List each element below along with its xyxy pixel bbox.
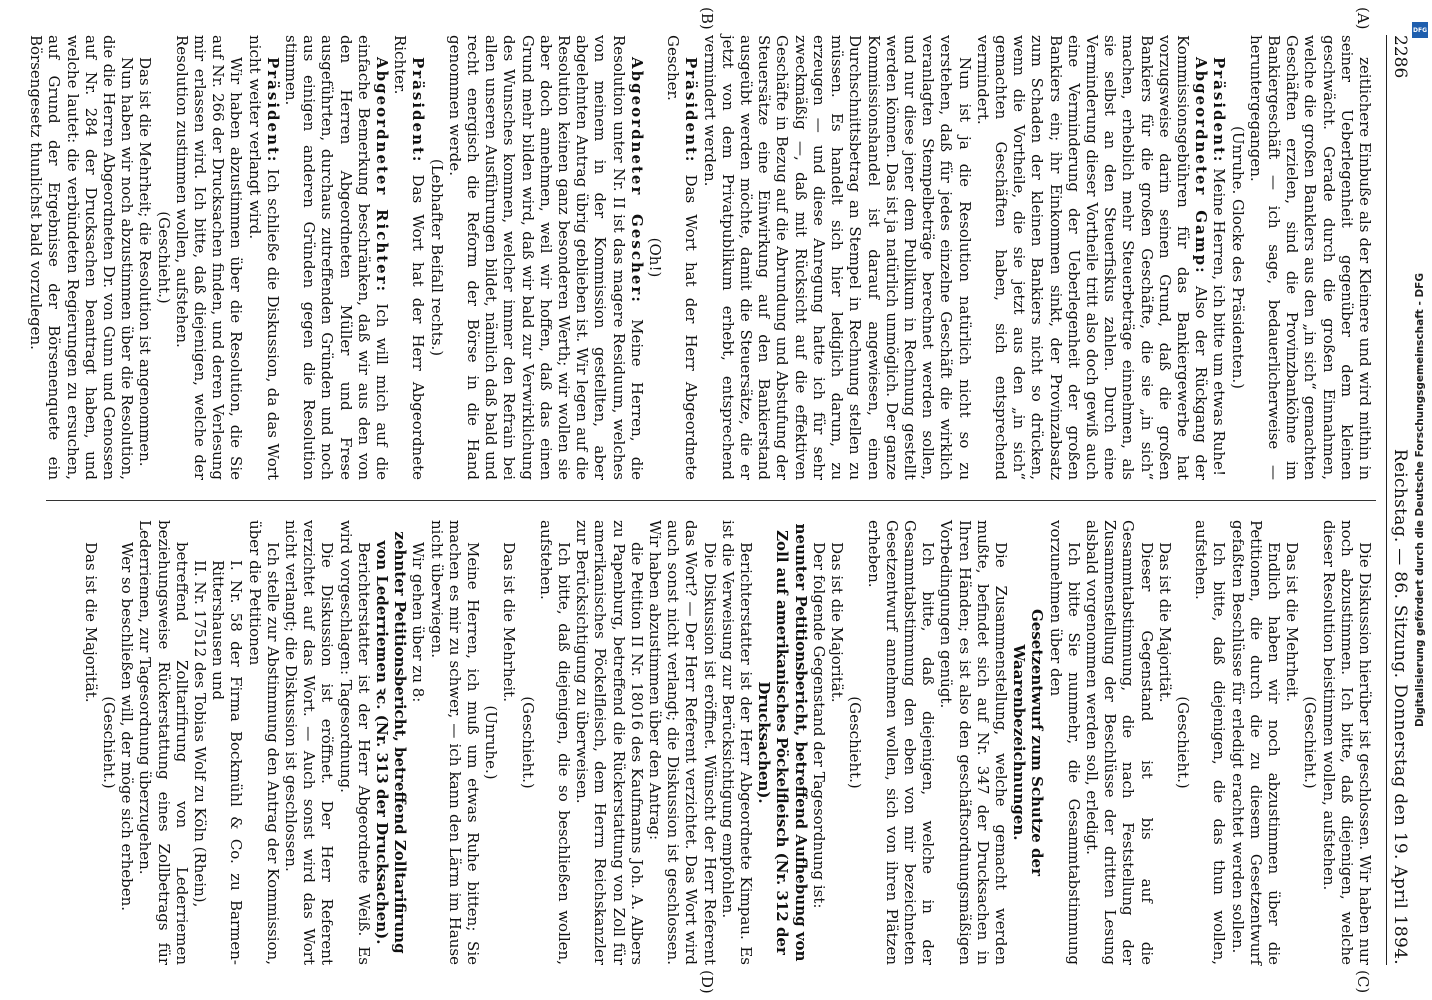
margin-mark-c: (C) (1354, 970, 1372, 994)
paragraph-text: Das Wort hat der Herr Abgeordnete Gescher. (664, 35, 701, 480)
paragraph (1083, 520, 1156, 965)
paragraph-text: Also der Rückgang der Kommissionsgebühren für das Bankiergewerbe hat vorzugsweise darin seinen Grund, daß die großen Bankiers für die großen Geschäfte, die sie „in sich“ machen, erheblich mehr Steuerbeträge einnehmen, als sie selbst an den Steuerfiskus zahlen. Durch eine Verminderung dieser Vortheile tritt also doch gewiß auch eine Verminderung der Ueberlegenheit der großen Bankiers ein; ihr Einkommen sinkt, der Provinzabsatz zum Schaden der kleinen Bankiers nicht so drücken, wenn die Vortheile, die sie jetzt aus den „in sich“ gemachten Geschäften haben, sich entsprechend vermindert. (973, 35, 1211, 480)
left-text-column (27, 35, 1374, 480)
paragraph (1247, 35, 1374, 480)
paragraph (409, 520, 427, 965)
paragraph-text: Wer so beschließen will, der möge sich erheben. (118, 542, 137, 912)
paragraph-text: Das ist die Mehrheit; die Resolution ist angenommen. (136, 57, 155, 467)
paragraph (810, 520, 828, 965)
paragraph-text: Ich bitte, daß diejenigen, die so beschließen wollen, aufstehen. (536, 520, 574, 965)
paragraph-text: II. Nr. 17512 des Tobias Wolf zu Köln (Rhein), (191, 560, 209, 908)
paragraph-text: Die Diskussion ist eröffnet. Wünscht der Herr Referent das Wort? — Der Herr Referent verzichtet. Das Wort wird auch sonst nicht verlangt; die Diskussion ist geschlossen. Wir haben abzustimmen über den Antrag: (646, 520, 719, 965)
paragraph (245, 520, 281, 965)
speaker-label: Abgeordneter Richter: (373, 57, 392, 294)
paragraph-text: Das ist die Mehrheit. (1283, 542, 1302, 702)
paragraph (336, 520, 372, 965)
paragraph-text: Das ist die Mehrheit. (500, 542, 519, 702)
speaker-label: Abgeordneter Gescher: (627, 57, 646, 304)
paragraph-text: Meine Herren, ich muß um etwas Ruhe bitten; Sie machen es mir zu schwer, — ich kann den Lärm im Hause nicht überwiegen. (427, 520, 483, 965)
paragraph (427, 520, 482, 965)
paragraph-text: Meine Herren, ich bitte um etwas Ruhe! (1210, 163, 1229, 476)
speaker-label: Präsident: (682, 57, 701, 164)
paragraph (828, 520, 846, 965)
paragraph (755, 520, 810, 965)
running-title: Reichstag. — 86. Sitzung. Donnerstag den 19. April 1894. (1390, 448, 1411, 965)
paragraph-text: Die Diskussion hierüber ist geschlossen. Wir haben nur noch abzustimmen. Ich bitte, daß diejenigen, welche dieser Resolution beistimmen wollen, aufstehen. (1319, 520, 1374, 965)
speaker-label: Präsident: (263, 57, 282, 164)
paragraph (282, 520, 337, 965)
digitization-footer (1412, 20, 1428, 980)
paragraph-text: I. Nr. 58 der Firma Bockmühl & Co. zu Barmen-Rittershausen und (209, 560, 246, 965)
paragraph-text: Ich stelle zur Abstimmung den Antrag der Kommission, über die Petitionen (245, 520, 282, 965)
paragraph-text: Berichterstatter ist der Herr Abgeordnete Weiß. Es wird vorgeschlagen: Tagesordnung. (336, 520, 373, 965)
paragraph (664, 35, 700, 480)
paragraph-text: Dieser Gegenstand ist bis auf die Gesammtabstimmung, die nach Feststellung der Zusammenstellung der Beschlüsse der dritten Lesung alsbald vorgenommen werden soll, erledigt. (1082, 520, 1156, 965)
paragraph-text: (Geschieht.) (1173, 696, 1192, 789)
paragraph-text: Nun ist ja die Resolution natürlich nicht so zu verstehen, daß für jedes einzelne Geschäft die wirklich veranlagten Stempelbeträge berechnet werden sollen, und nur diese jener dem Publikum in Rechnung gestellt werden können. Das ist ja natürlich unmöglich. Der ganze Kommissionshandel ist darauf angewiesen, einen Durchschnittsbetrag an Stempel in Rechnung stellen zu müssen. Es handelt sich hier lediglich darum, zu erzeugen — und diese Anregung hatte ich für sehr zweckmäßig —, daß mit Rücksicht auf die effektiven Geschäfte in Bezug auf die Abrundung und Abstufung der Steuersätze eine Einwirkung auf den Bankierstand ausgeübt werden möchte, damit die Steuersätze, die er jetzt von dem Privatpublikum erhebt, entsprechend vermindert werden. (700, 35, 974, 480)
paragraph (1192, 520, 1228, 965)
paragraph-text: Berichterstatter ist der Herr Abgeordnete Kimpau. Es ist die Verweisung zur Berücksichtigung empfohlen. (718, 520, 756, 965)
margin-mark-d: (D) (698, 970, 716, 994)
paragraph (1156, 520, 1174, 965)
paragraph (173, 35, 246, 480)
paragraph-text: (Geschieht.) (154, 211, 173, 304)
paragraph (446, 35, 646, 480)
paragraph-text: betreffend Zolltarifirung von Lederriemen beziehungsweise Rückerstattung eines Zollbetrags für Lederriemen, zur Tagesordnung überzugehen. (136, 520, 191, 965)
paragraph-text: Ich bitte, daß diejenigen, welche in der Gesammtabstimmung den eben von mir bezeichneten Gesetzentwurf annehmen wollen, sich von ihren Plätzen erheben. (864, 520, 938, 965)
paragraph (482, 520, 500, 965)
paragraph (118, 520, 136, 965)
paragraph (864, 520, 937, 965)
paragraph-text: (Unruhe.) (482, 705, 501, 780)
paragraph (391, 35, 427, 480)
paragraph-text: (Lebhafter Beifall rechts.) (427, 158, 446, 357)
paragraph (1228, 35, 1246, 480)
paragraph-text: (Geschieht.) (99, 696, 118, 789)
margin-mark-b: (B) (698, 7, 716, 30)
speaker-label: Abgeordneter Gamp: (1192, 57, 1211, 275)
paragraph (1228, 520, 1283, 965)
digitization-note: Digitalisierung gefördert durch die Deutsche Forschungsgemeinschaft - DFG (1414, 273, 1426, 727)
paragraph-text: Meine Herren, die Resolution unter Nr. II ist das magere Residuum, welches von meinem in der Kommission gestellten, aber abgelehnten Antrag übrig geblieben ist. Wir legen auf die Resolution keinen ganz besonderen Werth; wir wollen sie aber doch annehmen, weil wir hoffen, daß das einen Grund mehr bilden wird, daß wir bald zur Verwirklichung des Wunsches kommen, welcher immer den Refrain bei allen unseren Ausführungen bildet, nämlich daß bald und recht energisch die Reform der Börse in die Hand genommen werde. (445, 35, 646, 480)
paragraph-text: Gesetzentwurf zum Schutze der Waarenbezeichnungen. (1010, 608, 1047, 876)
right-text-column (34, 520, 1374, 965)
paragraph-text: Ich schließe die Diskussion, da das Wort nicht weiter verlangt wird. (245, 35, 282, 480)
paragraph-text: Die Zusammenstellung, welche gemacht werden mußte, befindet sich auf Nr. 347 der Drucksachen in Ihren Händen; es ist also den geschäftsordnungsmäßigen Vorbedingungen genügt. (937, 520, 1010, 965)
paragraph (136, 520, 191, 965)
paragraph-text: Ich will mich auf die einfache Bemerkung beschränken, daß wir aus den von den Herren Abgeordneten Müller und Frese ausgeführten, durchaus zutreffenden Gründen und noch aus einigen anderen Gründen gegen die Resolution stimmen. (282, 35, 392, 480)
paragraph (154, 35, 172, 480)
paragraph-text: Die Diskussion ist eröffnet. Der Herr Referent verzichtet auf das Wort. — Auch sonst wird das Wort nicht verlangt; die Diskussion ist geschlossen. (282, 520, 337, 965)
paragraph-text: Nun haben wir noch abzustimmen über die Resolution, die die Herren Abgeordneten Dr. von Gunn und Genossen auf Nr. 284 der Drucksachen beantragt haben, und welche lautet: die verbündeten Regierungen zu ersuchen, auf Grund der Ergebnisse der Börsenenquete ein Börsengesetz thunlichst bald vorzulegen. (27, 35, 137, 480)
paragraph (846, 520, 864, 965)
paragraph (373, 520, 409, 965)
paragraph (245, 35, 281, 480)
paragraph-text: neunter Petitionsbericht, betreffend Aufhebung von Zoll auf amerikanisches Pöckelfleisch (Nr. 312 der Drucksachen). (755, 523, 810, 962)
paragraph (1319, 520, 1374, 965)
paragraph (191, 520, 209, 965)
speaker-label: Präsident: (1210, 57, 1229, 164)
paragraph (1046, 520, 1082, 965)
paragraph (27, 35, 136, 480)
paragraph-text: (Geschieht.) (518, 696, 537, 789)
paragraph (427, 35, 445, 480)
paragraph-text: Das ist die Majorität. (1155, 542, 1174, 703)
dfg-logo: DFG (1412, 22, 1428, 38)
paragraph-text: Das Wort hat der Herr Abgeordnete Richter. (391, 35, 428, 480)
paragraph-text: zeitlichere Einbuße als der Kleinere und wird mithin in seiner Ueberlegenheit gegenüber dem kleinen geschwächt. Gerade durch die großen Einnahmen, welche die großen Banklers aus den „in sich“ gemachten Geschäften erzielen, sind die Provinzbanköhne im Bankiergeschäft — ich sage, bedauerlicherweise — heruntergegangen. (1246, 35, 1374, 480)
paragraph-text: (Geschieht.) (1301, 696, 1320, 789)
paragraph-text: Ich bitte Sie nunmehr, die Gesammtabstimmung vorzunehmen über den (1046, 520, 1083, 965)
paragraph-text: Wir gehen über zu 8: (409, 542, 428, 703)
page-number: 2286 (1390, 35, 1411, 79)
paragraph (500, 520, 518, 965)
paragraph-text: Ich bitte, daß diejenigen, die das thun wollen, aufstehen. (1192, 520, 1229, 965)
paragraph (100, 520, 118, 965)
paragraph-text: die Petition II Nr. 18016 des Kaufmanns Joh. A. Albers zu Papenburg, betreffend die Rückerstattung von Zoll für amerikanisches Pöckelfleisch, dem Herrn Reichskanzler zur Berücksichtigung zu überweisen. (573, 520, 646, 965)
paragraph (209, 520, 245, 965)
paragraph (1174, 520, 1192, 965)
paragraph (537, 520, 573, 965)
rotated-document-page (16, 7, 1416, 994)
paragraph (573, 520, 646, 965)
paragraph (1301, 520, 1319, 965)
paragraph (700, 35, 973, 480)
paragraph (646, 520, 719, 965)
paragraph (282, 35, 391, 480)
paragraph-text: Wir haben abzustimmen über die Resolution, die Sie auf Nr. 266 der Drucksachen finden, und deren Verlesung mir erlassen wird. Ich bitte, daß diejenigen, welche der Resolution zustimmen wollen, aufstehen. (172, 35, 246, 480)
paragraph (1210, 35, 1228, 480)
paragraph-text: Das ist die Majorität. (828, 542, 847, 703)
paragraph (136, 35, 154, 480)
paragraph-text: (Oh!) (646, 237, 665, 278)
paragraph (1283, 520, 1301, 965)
paragraph (518, 520, 536, 965)
paragraph-text: zehnter Petitionsbericht, betreffend Zolltarifirung von Lederriemen ꝛc. (Nr. 313 der Drucksachen). (373, 531, 410, 954)
column-divider (46, 500, 1376, 501)
paragraph-text: Der folgende Gegenstand der Tagesordnung ist: (809, 542, 828, 909)
speaker-label: Präsident: (409, 57, 428, 164)
paragraph-text: Endlich haben wir noch abzustimmen über die Petitionen, die durch die zu diesem Gesetzentwurf gefaßten Beschlüsse für erledigt erachtet werden sollen. (1228, 520, 1283, 965)
paragraph (937, 520, 1010, 965)
paragraph (646, 35, 664, 480)
paragraph (1010, 520, 1046, 965)
paragraph (719, 520, 755, 965)
paragraph (974, 35, 1211, 480)
paragraph-text: (Geschieht.) (846, 696, 865, 789)
paragraph-text: (Unruhe. Glocke des Präsidenten.) (1228, 126, 1247, 389)
margin-mark-a: (A) (1354, 7, 1372, 30)
paragraph (82, 520, 100, 965)
paragraph-text: Das ist die Majorität. (81, 542, 100, 703)
